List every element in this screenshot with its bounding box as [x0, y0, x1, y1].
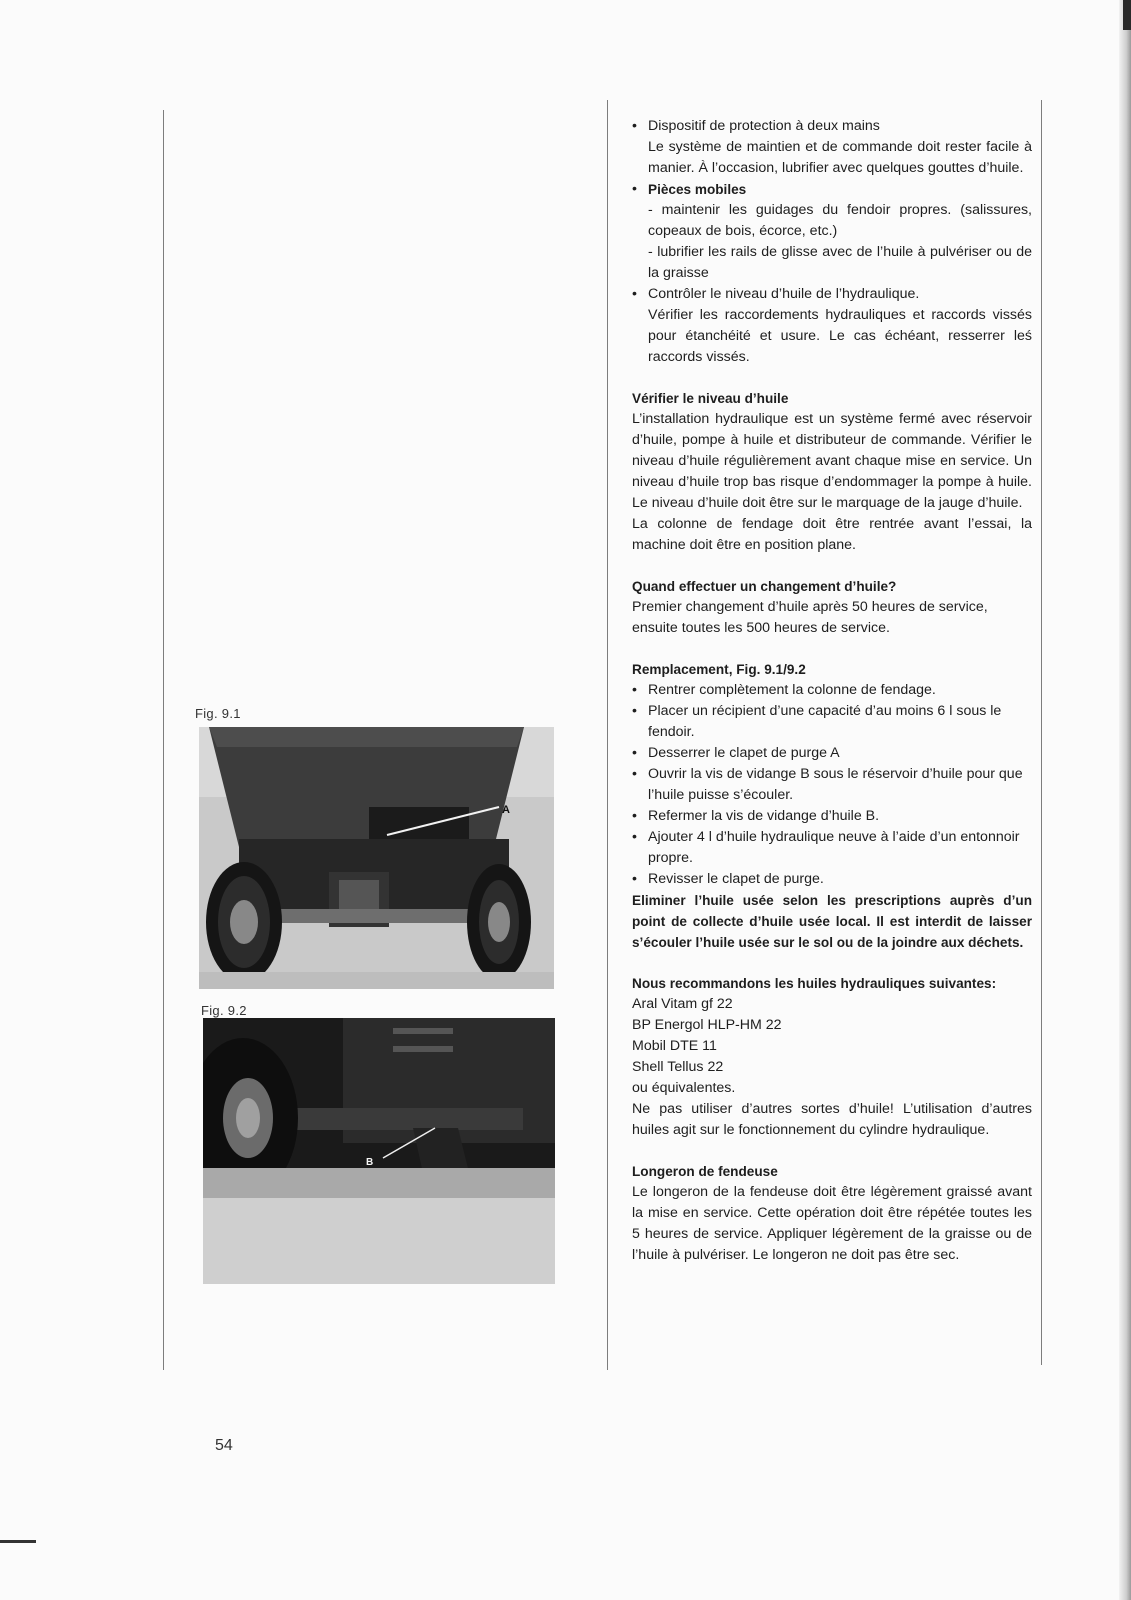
list-item [632, 764, 1032, 806]
bullet-check-hydraulics [632, 284, 1032, 368]
figure-9-2-photo [203, 1018, 555, 1284]
scan-edge-mark [0, 1540, 36, 1543]
bullet-text: - maintenir les guidages du fendoir propres. (salissures, copeaux de bois, écorce, etc.) [648, 202, 1032, 239]
section-heading: Nous recommandons les huiles hydrauliques suivantes: [632, 976, 997, 991]
section-splitter-beam [632, 1161, 1032, 1266]
disposal-warning: Eliminer l’huile usée selon les prescriptions auprès d’un point de collecte d’huile usée local. Il est interdit de laisser s’écouler l’huile usée sur le sol ou de la joindre aux déchets. [632, 893, 1032, 950]
bullet-title: • Contrôler le niveau d’huile de l’hydraulique. [648, 286, 920, 302]
right-text-column [632, 116, 1032, 1266]
section-text: Premier changement d’huile après 50 heures de service, ensuite toutes les 500 heures de service. [632, 599, 988, 636]
right-margin-rule [1041, 100, 1042, 1365]
figure-9-1-photo [199, 727, 554, 989]
scan-page-edge [1119, 0, 1131, 1600]
section-recommended-oils [632, 973, 1032, 1141]
oil-item: Aral Vitam gf 22 [632, 996, 733, 1012]
list-item [632, 743, 1032, 764]
section-text: L’installation hydraulique est un système fermé avec réservoir d’huile, pompe à huile et distributeur de commande. Vérifier le niveau d’huile régulièrement avant chaque mise en service. Un niveau d’huile trop bas risque d’endommager la pompe à huile. Le niveau d’huile doit être sur le marquage de la jauge d’huile. [632, 411, 1032, 511]
bullet-two-hand-protection [632, 116, 1032, 179]
list-item [632, 827, 1032, 869]
column-divider-rule [607, 100, 608, 1370]
section-heading: Vérifier le niveau d’huile [632, 391, 789, 406]
page-number: 54 [215, 1437, 233, 1454]
section-text: Le longeron de la fendeuse doit être légèrement graissé avant la mise en service. Cette opération doit être répétée toutes les 5 heures de service. Appliquer légèrement de la graisse ou de l’huile à pulvériser. Le longeron ne doit pas être sec. [632, 1184, 1032, 1263]
bullet-moving-parts [632, 179, 1032, 284]
oil-item: ou équivalentes. [632, 1080, 736, 1096]
step-text: Revisser le clapet de purge. [648, 871, 824, 887]
section-text: Ne pas utiliser d’autres sortes d’huile! L’utilisation d’autres huiles agit sur le fonctionnement du cylindre hydraulique. [632, 1101, 1032, 1138]
bullet-text: - lubrifier les rails de glisse avec de l’huile à pulvériser ou de la graisse [648, 244, 1032, 281]
bullet-text: Le système de maintien et de commande doit rester facile à manier. À l’occasion, lubrifier avec quelques gouttes d’huile. [648, 139, 1032, 176]
list-item [632, 701, 1032, 743]
oil-item: Shell Tellus 22 [632, 1059, 724, 1075]
bullet-title: • Dispositif de protection à deux mains [648, 118, 880, 134]
section-heading: Longeron de fendeuse [632, 1164, 778, 1179]
figure-caption-9-2: Fig. 9.2 [201, 1003, 247, 1018]
section-replacement [632, 659, 1032, 953]
section-oil-level [632, 388, 1032, 556]
figure-marker-a: A [502, 804, 510, 816]
step-text: Rentrer complètement la colonne de fendage. [648, 682, 936, 698]
step-text: Placer un récipient d’une capacité d’au moins 6 l sous le fendoir. [648, 703, 1002, 740]
bullet-text: Vérifier les raccordements hydrauliques et raccords vissés pour étanchéité et usure. Le cas échéant, resserrer leś raccords vissés. [648, 307, 1032, 365]
section-text: La colonne de fendage doit être rentrée avant l’essai, la machine doit être en position plane. [632, 516, 1032, 553]
bullet-title: • Pièces mobiles [648, 182, 747, 197]
figure-caption-9-1: Fig. 9.1 [195, 706, 241, 721]
list-item [632, 869, 1032, 890]
oil-item: Mobil DTE 11 [632, 1038, 717, 1054]
oil-item: BP Energol HLP-HM 22 [632, 1017, 782, 1033]
step-text: Refermer la vis de vidange d’huile B. [648, 808, 880, 824]
step-text: Ouvrir la vis de vidange B sous le réservoir d’huile pour que l’huile puisse s’écouler. [648, 766, 1023, 803]
figure-marker-b: B [366, 1157, 374, 1168]
list-item [632, 680, 1032, 701]
scan-edge-mark [1123, 0, 1131, 30]
list-item [632, 806, 1032, 827]
step-text: Ajouter 4 l d’huile hydraulique neuve à l’aide d’un entonnoir propre. [648, 829, 1020, 866]
section-oil-change-timing [632, 576, 1032, 639]
step-text: Desserrer le clapet de purge A [648, 745, 840, 761]
section-heading: Quand effectuer un changement d’huile? [632, 579, 897, 594]
section-heading: Remplacement, Fig. 9.1/9.2 [632, 662, 806, 677]
left-margin-rule [163, 110, 164, 1370]
